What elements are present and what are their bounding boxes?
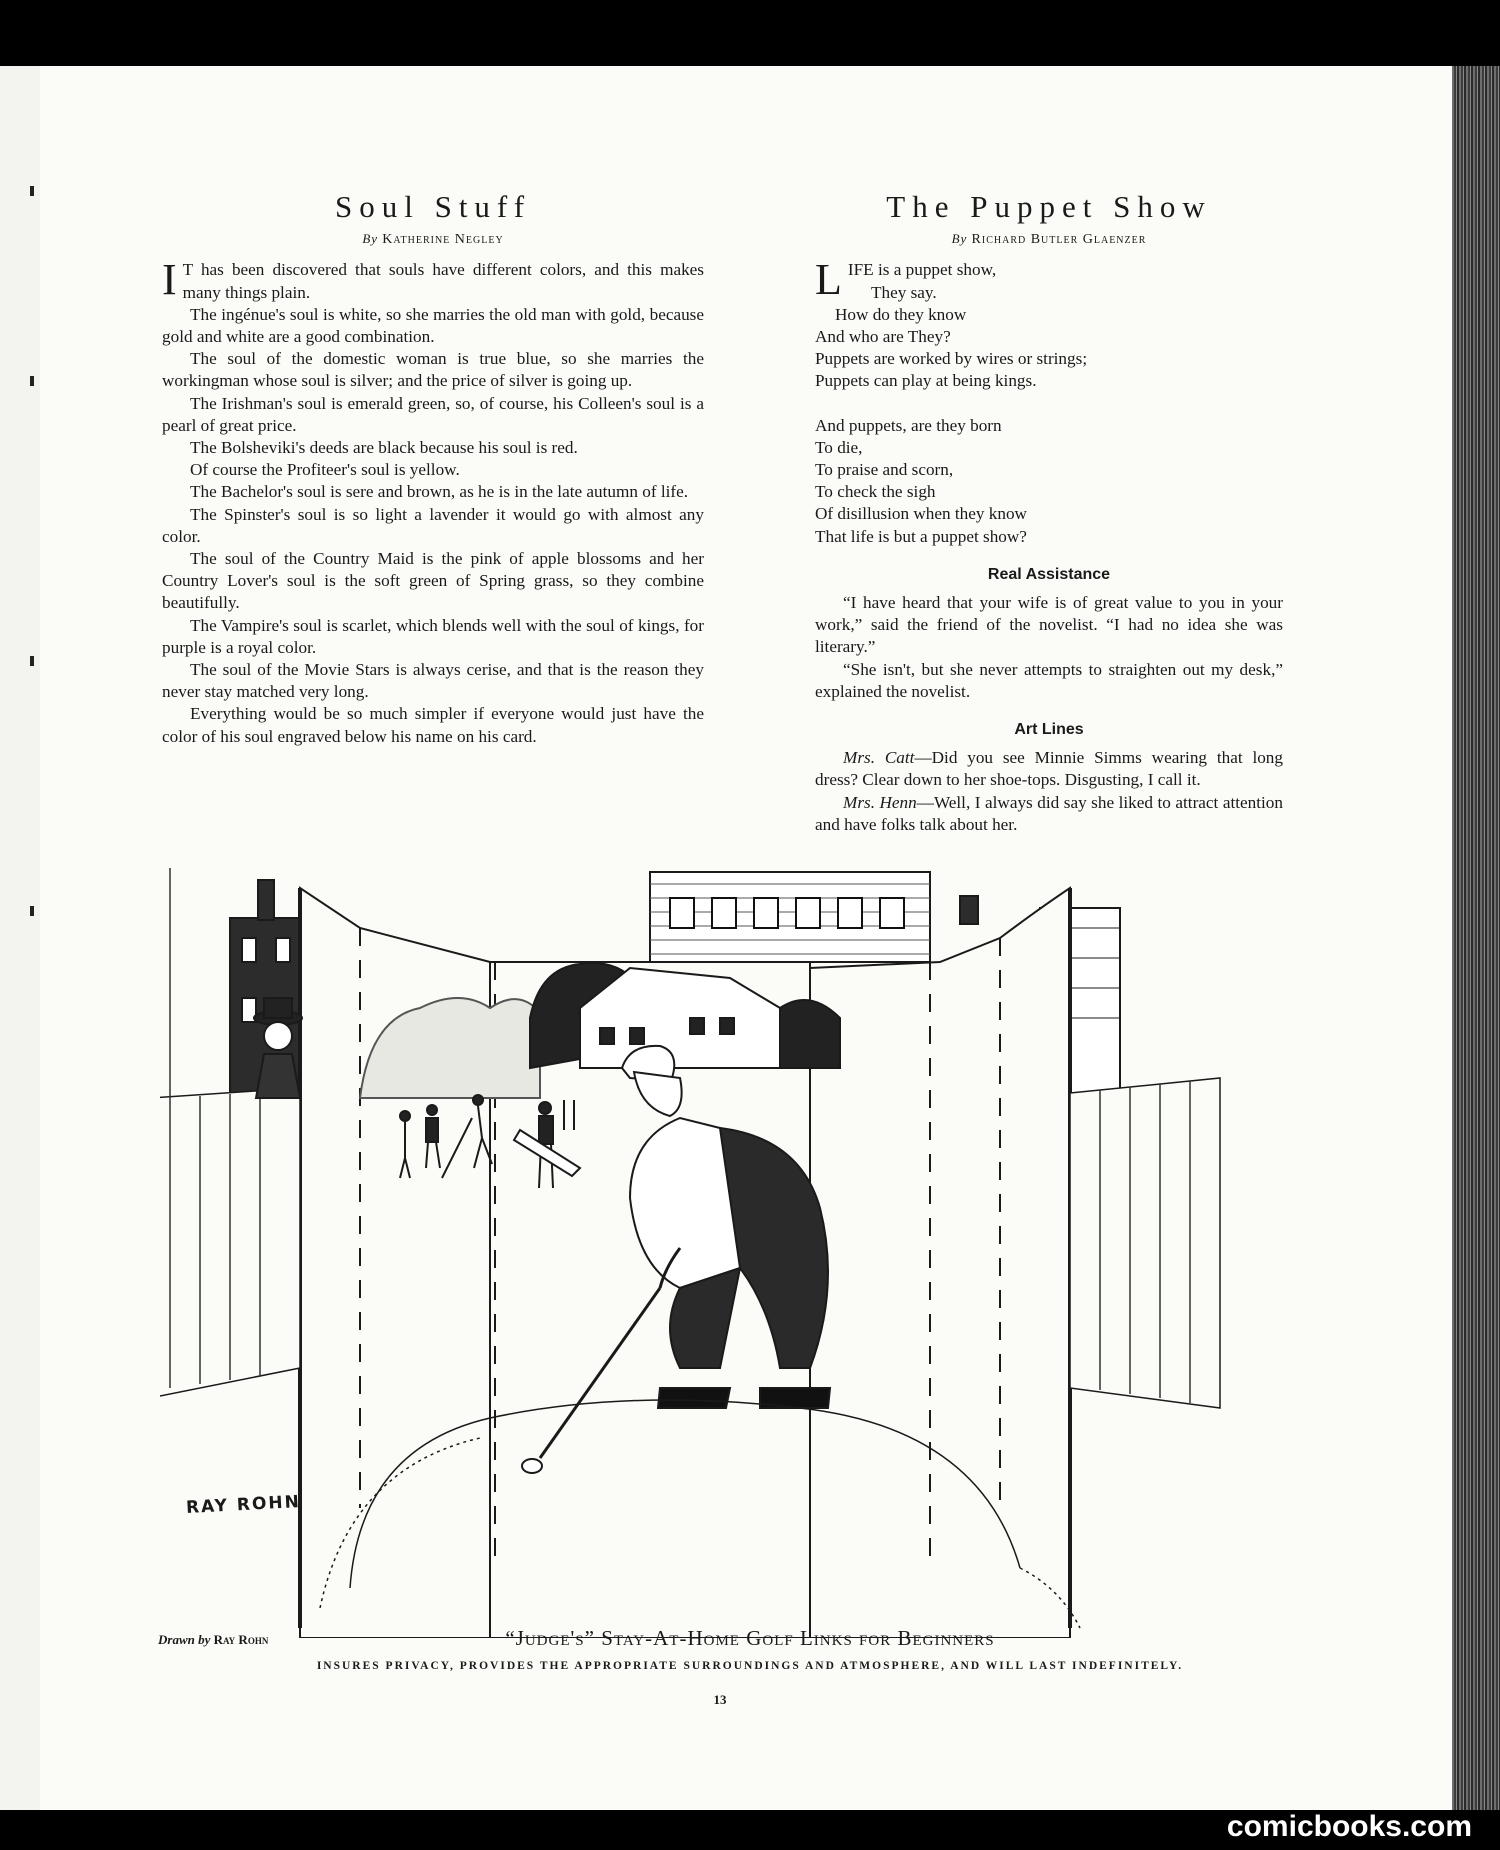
author-name: Katherine Negley xyxy=(382,232,504,248)
byline xyxy=(815,228,1283,251)
poem-line: Puppets are worked by wires or strings; xyxy=(815,349,1088,369)
credit-prefix: Drawn by xyxy=(158,1632,211,1647)
poem-line: Puppets can play at being kings. xyxy=(815,371,1037,391)
soul-stuff-article xyxy=(162,189,704,748)
illustration-credit xyxy=(158,1632,268,1648)
poem-line: How do they know xyxy=(835,304,967,324)
paragraph: The Vampire's soul is scarlet, which blends well with the soul of kings, for purple is a royal color. xyxy=(162,615,704,657)
gutter-spine xyxy=(0,66,40,1810)
section-heading: Art Lines xyxy=(1014,721,1084,739)
byline-prefix: By xyxy=(362,231,379,247)
poem-stanza xyxy=(815,415,1283,548)
paragraph: Everything would be so much simpler if everyone would just have the color of his soul engraved below his name on his card. xyxy=(162,704,704,746)
credit-name: Ray Rohn xyxy=(213,1632,269,1647)
paragraph: The Irishman's soul is emerald green, so, of course, his Colleen's soul is a pearl of great price. xyxy=(162,393,704,435)
spine-mark xyxy=(30,186,34,196)
site-watermark: comicbooks.com xyxy=(1226,1810,1472,1843)
paragraph: The soul of the Country Maid is the pink of apple blossoms and her Country Lover's soul is the soft green of Spring grass, so they combine beautifully. xyxy=(162,549,704,613)
poem-line: To die, xyxy=(815,437,863,457)
poem-line: They say. xyxy=(871,282,937,302)
poem-line: And puppets, are they born xyxy=(815,415,1002,435)
byline xyxy=(162,228,704,251)
spine-mark xyxy=(30,656,34,666)
poem-stanza xyxy=(815,255,1283,392)
page-number: 13 xyxy=(713,1692,727,1707)
poem-line: To praise and scorn, xyxy=(815,460,954,480)
paragraph: “I have heard that your wife is of great value to you in your work,” said the friend of the novelist. “I had no idea she was literary.” xyxy=(815,593,1283,657)
drop-cap: I xyxy=(162,255,177,305)
illustration-caption: “Judge's” Stay-At-Home Golf Links for Beginners xyxy=(505,1626,995,1650)
section-heading: Real Assistance xyxy=(987,565,1111,583)
poem-line: That life is but a puppet show? xyxy=(815,526,1027,546)
author-name: Richard Butler Glaenzer xyxy=(971,232,1147,248)
paragraph: The soul of the Movie Stars is always cerise, and that is the reason they never stay matched very long. xyxy=(162,660,704,702)
article-title: The Puppet Show xyxy=(886,189,1212,224)
artist-signature: RAY ROHN xyxy=(185,1492,302,1518)
paragraph: I T has been discovered that souls have different colors, and this makes many things plain. xyxy=(162,255,704,305)
paragraph: “She isn't, but she never attempts to straighten out my desk,” explained the novelist. xyxy=(815,659,1283,701)
paragraph: The Spinster's soul is so light a lavender it would go with almost any color. xyxy=(162,504,704,546)
paragraph: The Bolsheviki's deeds are black because his soul is red. xyxy=(190,438,578,458)
dialogue-line: Mrs. Henn—Well, I always did say she liked to attract attention and have folks talk about her. xyxy=(815,792,1283,834)
dialogue-line: Mrs. Catt—Did you see Minnie Simms wearing that long dress? Clear down to her shoe-tops. Disgusting, I call it. xyxy=(815,748,1283,790)
paragraph: The ingénue's soul is white, so she marries the old man with gold, because gold and white are a good combination. xyxy=(162,304,704,347)
byline-prefix: By xyxy=(951,231,968,247)
paragraph: Of course the Profiteer's soul is yellow. xyxy=(190,460,460,480)
golf-illustration xyxy=(160,868,1300,1638)
speaker-name: Mrs. Catt xyxy=(843,748,915,768)
spine-mark xyxy=(30,376,34,386)
right-column xyxy=(815,189,1283,836)
paragraph: The Bachelor's soul is sere and brown, as he is in the late autumn of life. xyxy=(190,482,689,502)
spine-mark xyxy=(30,906,34,916)
drop-cap: L xyxy=(815,255,842,305)
poem-line: Of disillusion when they know xyxy=(815,504,1027,524)
poem-line: To check the sigh xyxy=(815,482,936,502)
illustration-subcaption: INSURES PRIVACY, PROVIDES THE APPROPRIATE SURROUNDINGS AND ATMOSPHERE, AND WILL LAST INDEFINITELY. xyxy=(316,1660,1184,1672)
poem-line: LIFE is a puppet show, xyxy=(815,255,997,305)
article-title: Soul Stuff xyxy=(334,189,532,224)
paragraph: The soul of the domestic woman is true blue, so she marries the workingman whose soul is silver; and the price of silver is going up. xyxy=(162,349,704,391)
speaker-name: Mrs. Henn xyxy=(843,792,917,812)
poem-line: And who are They? xyxy=(815,327,951,347)
